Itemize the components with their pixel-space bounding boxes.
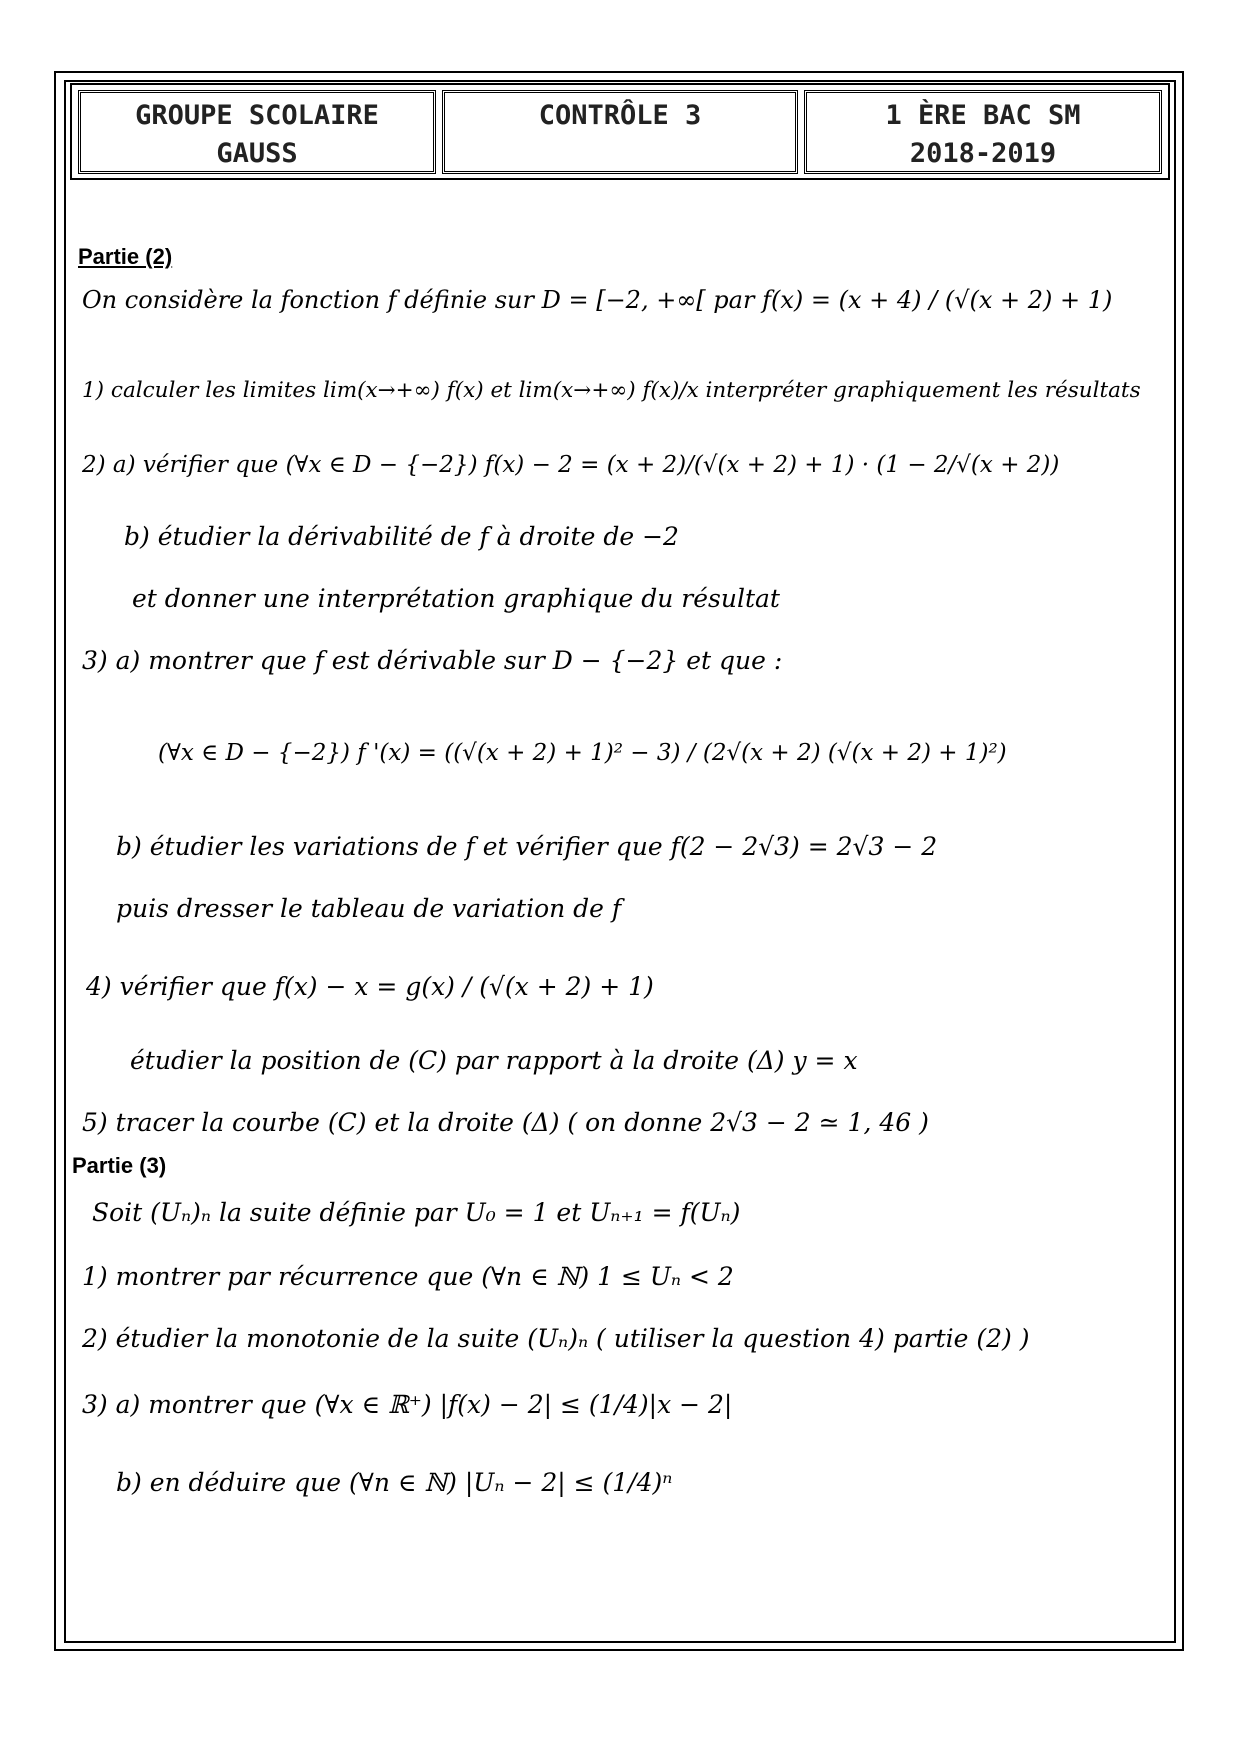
part3-intro: Soit (Uₙ)ₙ la suite définie par U₀ = 1 et Uₙ₊₁ = f(Uₙ) xyxy=(92,1198,741,1227)
part2-q3a-formula: (∀x ∈ D − {−2}) f '(x) = ((√(x + 2) + 1)² − 3) / (2√(x + 2) (√(x + 2) + 1)²) xyxy=(158,740,1007,766)
part2-q2b-line1: b) étudier la dérivabilité de f à droite de −2 xyxy=(124,522,679,551)
part2-intro: On considère la fonction f définie sur D = [−2, +∞[ par f(x) = (x + 4) / (√(x + 2) + 1) xyxy=(82,286,1113,314)
part2-q3b-line1: b) étudier les variations de f et vérifier que f(2 − 2√3) = 2√3 − 2 xyxy=(116,832,938,861)
part2-q3b-line2: puis dresser le tableau de variation de f xyxy=(116,894,622,923)
header-level-box xyxy=(804,90,1162,174)
part3-heading: Partie (3) xyxy=(72,1153,167,1178)
part3-q3b: b) en déduire que (∀n ∈ ℕ) |Uₙ − 2| ≤ (1/4)ⁿ xyxy=(116,1468,673,1497)
part2-q2b-line2: et donner une interprétation graphique du résultat xyxy=(132,584,780,613)
part3-q3a: 3) a) montrer que (∀x ∈ ℝ⁺) |f(x) − 2| ≤ (1/4)|x − 2| xyxy=(82,1390,733,1419)
part3-q1: 1) montrer par récurrence que (∀n ∈ ℕ) 1 ≤ Uₙ < 2 xyxy=(82,1262,734,1291)
part3-q2: 2) étudier la monotonie de la suite (Uₙ)ₙ ( utiliser la question 4) partie (2) ) xyxy=(82,1324,1030,1353)
header-level-line1: 1 ÈRE BAC SM xyxy=(885,100,1081,131)
part2-q1: 1) calculer les limites lim(x→+∞) f(x) et lim(x→+∞) f(x)/x interpréter graphiquement les résultats xyxy=(82,378,1141,403)
part2-q2a: 2) a) vérifier que (∀x ∈ D − {−2}) f(x) − 2 = (x + 2)/(√(x + 2) + 1) · (1 − 2/√(x + 2)) xyxy=(82,452,1060,478)
header-title-box xyxy=(442,90,798,174)
part2-q5: 5) tracer la courbe (C) et la droite (Δ) ( on donne 2√3 − 2 ≃ 1, 46 ) xyxy=(82,1108,929,1137)
header-school-box xyxy=(78,90,436,174)
header-level-line2: 2018-2019 xyxy=(909,138,1057,169)
part2-q3a: 3) a) montrer que f est dérivable sur D − {−2} et que : xyxy=(82,646,783,675)
part2-q4-line2: étudier la position de (C) par rapport à la droite (Δ) y = x xyxy=(130,1046,858,1075)
header-school-line2: GAUSS xyxy=(216,138,298,169)
part2-heading: Partie (2) xyxy=(78,244,173,269)
header-school-line1: GROUPE SCOLAIRE xyxy=(135,100,379,131)
part2-q4-line1: 4) vérifier que f(x) − x = g(x) / (√(x + 2) + 1) xyxy=(86,972,654,1001)
header-title: CONTRÔLE 3 xyxy=(538,100,702,131)
